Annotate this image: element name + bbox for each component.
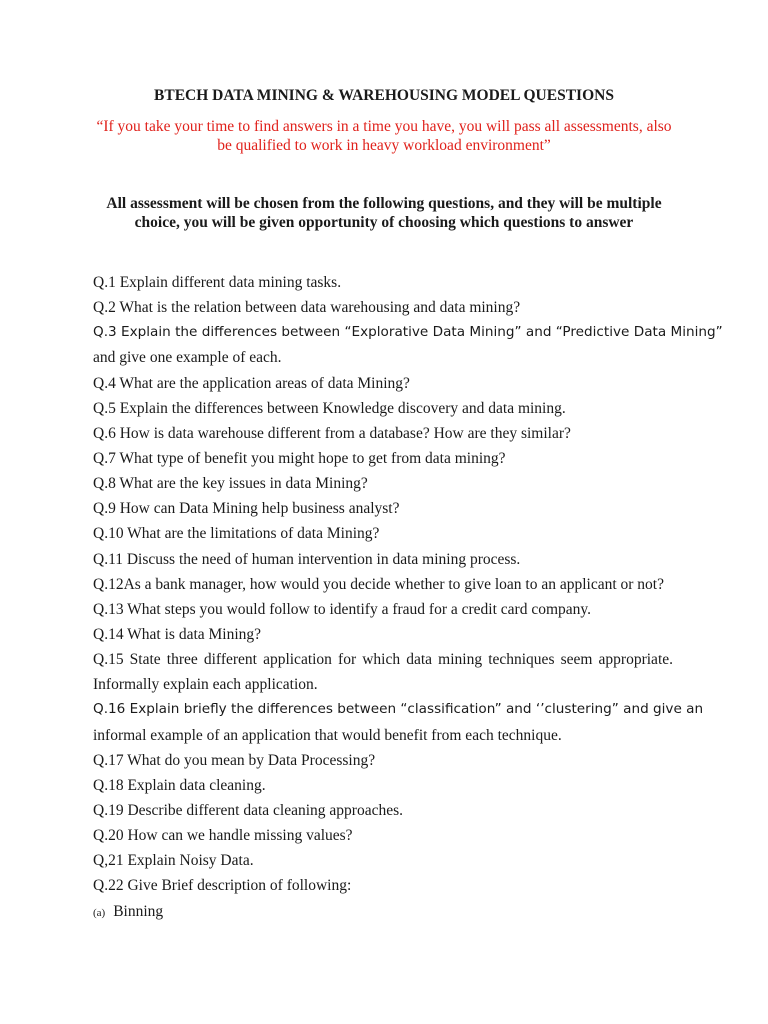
question-1: Q.1 Explain different data mining tasks. [93, 274, 342, 291]
quote-line-2: be qualified to work in heavy workload environment” [217, 137, 551, 154]
question-2: Q.2 What is the relation between data warehousing and data mining? [93, 299, 521, 317]
question-9: Q.9 How can Data Mining help business analyst? [93, 500, 400, 518]
question-5: Q.5 Explain the differences between Knowledge discovery and data mining. [93, 399, 566, 417]
question-17: Q.17 What do you mean by Data Processing? [93, 751, 376, 769]
question-10: Q.10 What are the limitations of data Mining? [93, 525, 380, 543]
question-16-line-2: informal example of an application that would benefit from each technique. [93, 726, 562, 744]
question-3-line-2: and give one example of each. [93, 349, 282, 367]
document-title: BTECH DATA MINING & WAREHOUSING MODEL QUESTIONS [154, 87, 614, 104]
assessment-notice [90, 194, 678, 232]
question-22-item-a [93, 899, 673, 924]
question-18: Q.18 Explain data cleaning. [93, 776, 266, 794]
motivational-quote [80, 117, 688, 155]
item-a-label: (a) [93, 906, 106, 919]
question-14: Q.14 What is data Mining? [93, 625, 262, 643]
question-20: Q.20 How can we handle missing values? [93, 827, 353, 845]
notice-line-2: choice, you will be given opportunity of choosing which questions to answer [134, 214, 634, 231]
question-15-line-2: Informally explain each application. [93, 676, 318, 694]
question-22: Q.22 Give Brief description of following: [93, 877, 352, 895]
question-3-line-1: Q.3 Explain the differences between “Explorative Data Mining” and “Predictive Data Mining” [93, 324, 723, 341]
notice-line-1: All assessment will be chosen from the following questions, and they will be multiple [106, 195, 662, 212]
question-6: Q.6 How is data warehouse different from a database? How are they similar? [93, 424, 571, 442]
question-list [93, 270, 723, 924]
question-12: Q.12As a bank manager, how would you decide whether to give loan to an applicant or not? [93, 575, 664, 593]
question-4: Q.4 What are the application areas of data Mining? [93, 374, 410, 392]
question-7: Q.7 What type of benefit you might hope to get from data mining? [93, 449, 506, 467]
question-8: Q.8 What are the key issues in data Mining? [93, 475, 368, 493]
question-16-line-1: Q.16 Explain briefly the differences between “classification” and ‘’clustering” and give an [93, 701, 704, 718]
question-21: Q,21 Explain Noisy Data. [93, 852, 254, 870]
question-13: Q.13 What steps you would follow to identify a fraud for a credit card company. [93, 600, 592, 618]
question-15-line-1: Q.15 State three different application for which data mining techniques seem appropriate. [93, 651, 673, 669]
quote-line-1: “If you take your time to find answers in a time you have, you will pass all assessments, also [96, 118, 672, 135]
question-19: Q.19 Describe different data cleaning approaches. [93, 801, 404, 819]
item-a-text: Binning [113, 902, 164, 920]
question-11: Q.11 Discuss the need of human intervention in data mining process. [93, 550, 521, 568]
